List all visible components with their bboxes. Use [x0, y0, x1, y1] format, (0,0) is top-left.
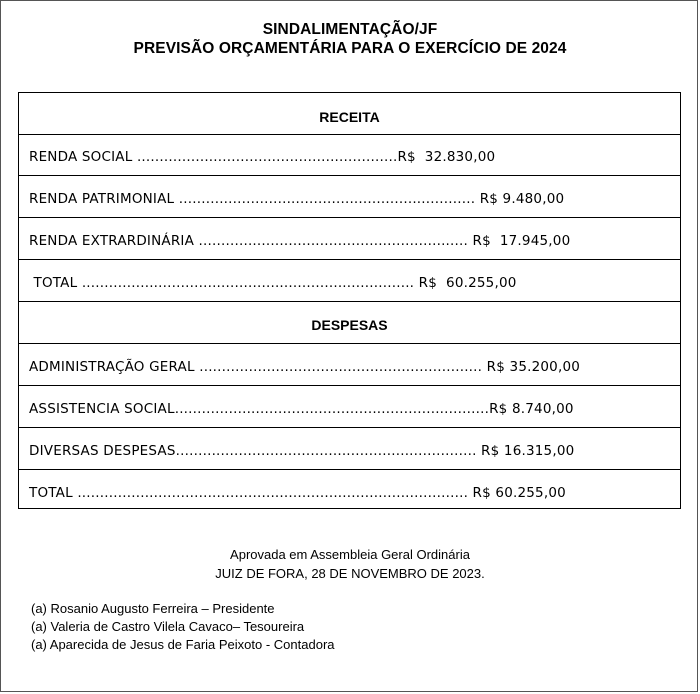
row-amount: R$ 9.480,00 — [475, 191, 565, 207]
place-date: JUIZ DE FORA, 28 DE NOVEMBRO DE 2023. — [215, 566, 485, 581]
receita-heading: RECEITA — [319, 109, 380, 125]
row-label: TOTAL — [29, 485, 73, 501]
signatory-treasurer: (a) Valeria de Castro Vilela Cavaco– Tesoureira — [31, 619, 305, 634]
row-leader: .......................................................... — [132, 149, 398, 165]
despesas-row-administracao — [29, 359, 580, 375]
despesas-row-assistencia — [29, 401, 574, 417]
signatory-accountant: (a) Aparecida de Jesus de Faria Peixoto - Contadora — [31, 637, 335, 652]
row-amount: R$ 35.200,00 — [482, 359, 581, 375]
row-label: TOTAL — [29, 275, 78, 291]
receita-row-total — [29, 275, 517, 291]
divider — [19, 427, 680, 428]
row-leader: .......................................................................... — [77, 275, 415, 291]
row-amount: R$ 60.255,00 — [414, 275, 517, 291]
despesas-heading: DESPESAS — [311, 317, 388, 333]
despesas-row-diversas — [29, 443, 574, 459]
row-leader: ............................................................... — [194, 359, 483, 375]
row-leader: ...................................................................... — [174, 401, 490, 417]
receita-row-renda-social — [29, 149, 495, 165]
budget-table — [18, 92, 681, 509]
row-label: DIVERSAS DESPESAS — [29, 443, 176, 459]
row-label: RENDA EXTRARDINÁRIA — [29, 233, 195, 249]
row-label: RENDA PATRIMONIAL — [29, 191, 175, 207]
divider — [19, 134, 680, 135]
divider — [19, 259, 680, 260]
row-amount: R$ 60.255,00 — [468, 485, 566, 501]
divider — [19, 469, 680, 470]
despesas-row-total — [29, 485, 566, 501]
receita-row-renda-patrimonial — [29, 191, 564, 207]
row-leader: ................................................................... — [175, 443, 477, 459]
organization-title: SINDALIMENTAÇÃO/JF — [262, 21, 438, 38]
row-leader: ....................................................................................... — [72, 485, 469, 501]
divider — [19, 175, 680, 176]
row-label: RENDA SOCIAL — [29, 149, 133, 165]
row-label: ASSISTENCIA SOCIAL — [29, 401, 175, 417]
signatory-president: (a) Rosanio Augusto Ferreira – Presidente — [31, 601, 275, 616]
row-amount: R$ 16.315,00 — [476, 443, 575, 459]
row-amount: R$ 8.740,00 — [489, 401, 574, 417]
row-amount: R$ 32.830,00 — [397, 149, 496, 165]
divider — [19, 217, 680, 218]
document-title: PREVISÃO ORÇAMENTÁRIA PARA O EXERCÍCIO DE 2024 — [133, 40, 567, 57]
divider — [19, 343, 680, 344]
receita-row-renda-extraordinaria — [29, 233, 570, 249]
row-leader: .................................................................. — [174, 191, 476, 207]
row-label: ADMINISTRAÇÃO GERAL — [29, 359, 195, 375]
divider — [19, 301, 680, 302]
row-amount: R$ 17.945,00 — [468, 233, 571, 249]
divider — [19, 385, 680, 386]
approval-note: Aprovada em Assembleia Geral Ordinária — [230, 547, 470, 562]
row-leader: ............................................................ — [194, 233, 469, 249]
